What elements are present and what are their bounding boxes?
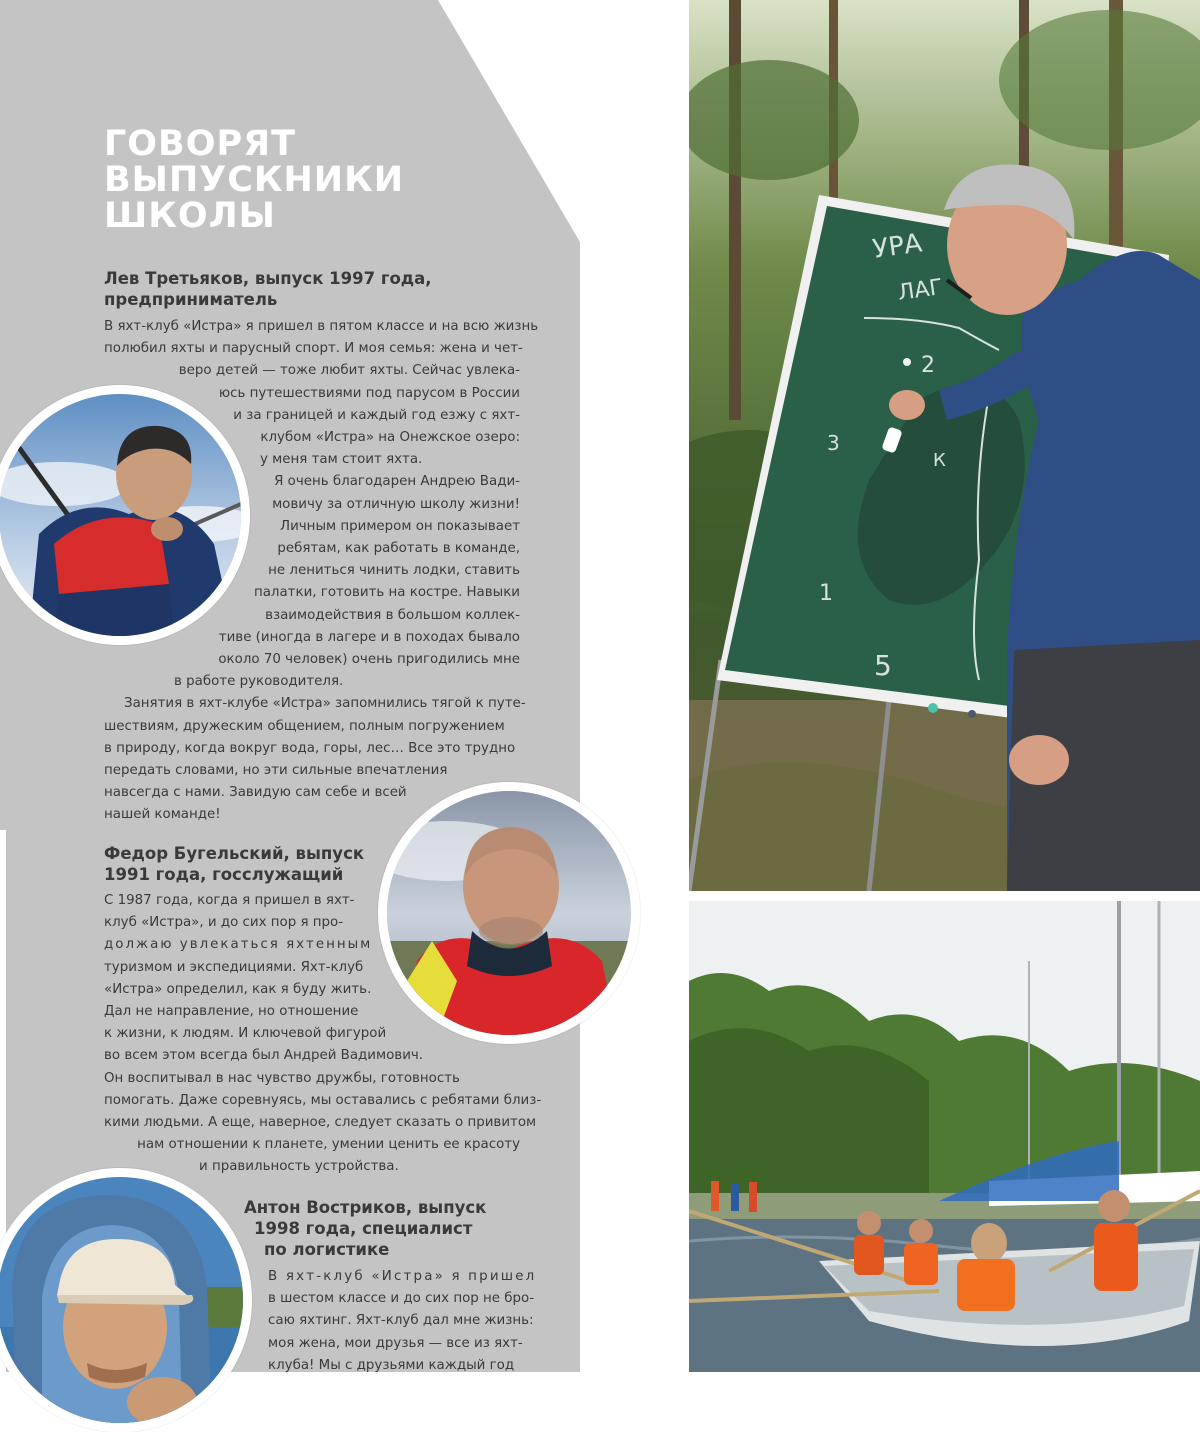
text-line: в природу, когда вокруг вода, горы, лес… Все это трудно (104, 740, 516, 756)
text-line: навсегда с нами. Завидую сам себе и всей (104, 785, 407, 801)
text-line: туризмом и экспедициями. Яхт-клуб (104, 959, 364, 975)
author-line: 1991 года, госслужащий (104, 865, 344, 884)
portrait-lev-image (0, 394, 241, 636)
text-line: Занятия в яхт-клубе «Истра» запомнились тягой к путе- (124, 696, 526, 712)
text-line: тиве (иногда в лагере и в походах бывало (218, 629, 520, 645)
headline-line: ШКОЛЫ (104, 196, 276, 236)
text-line: взаимодействия в большом коллек- (265, 607, 520, 623)
chalk-text-2: ЛАГ (896, 274, 945, 306)
chalkboard-lesson-image (689, 0, 1200, 891)
testimonial-2-author (104, 843, 364, 885)
text-line: Я очень благодарен Андрею Вади- (274, 474, 520, 490)
author-line: предприниматель (104, 290, 278, 309)
chalk-mark: К (933, 450, 946, 471)
text-line: нам отношении к планете, умении ценить ее красоту (137, 1137, 520, 1153)
text-line: веро детей — тоже любит яхты. Сейчас увлека- (178, 363, 520, 379)
text-line: Личным примером он показывает (280, 518, 520, 534)
text-line: полюбил яхты и парусный спорт. И моя семья: жена и чет- (104, 341, 523, 357)
testimonial-3-text (268, 1266, 537, 1377)
text-line: Он воспитывал в нас чувство дружбы, готовность (104, 1070, 460, 1086)
testimonial-3-author (244, 1197, 486, 1260)
text-line: клуб «Истра», и до сих пор я про- (104, 915, 344, 931)
text-line: помогать. Даже соревнуясь, мы оставались с ребятами близ- (104, 1092, 542, 1108)
text-line: Дал не направление, но отношение (104, 1004, 359, 1020)
section-headline (104, 126, 404, 234)
photo-chalkboard-lesson (689, 0, 1200, 891)
text-line: и правильность устройства. (199, 1159, 399, 1175)
author-line: Антон Востриков, выпуск (244, 1198, 487, 1217)
text-line: клуба! Мы с друзьями каждый год (268, 1357, 515, 1373)
portrait-lev-tretyakov (0, 385, 250, 645)
text-line: В яхт-клуб «Истра» я пришел в пятом классе и на всю жизнь (104, 319, 539, 334)
text-line: к жизни, к людям. И ключевой фигурой (104, 1026, 387, 1042)
text-line: шествиям, дружеским общением, полным погружением (104, 718, 505, 734)
chalk-mark: 5 (874, 649, 892, 682)
text-line: и за границей и каждый год езжу с яхт- (233, 407, 520, 423)
chalk-mark: 3 (827, 431, 840, 455)
text-line: клубом «Истра» на Онежское озеро: (260, 430, 520, 446)
chalk-text-1: УРА (870, 228, 924, 265)
text-line: мовичу за отличную школу жизни! (272, 496, 520, 512)
text-line: не лениться чинить лодки, ставить (268, 563, 520, 579)
text-line: в работе руководителя. (174, 674, 344, 690)
text-line: должаю увлекаться яхтенным (104, 937, 373, 953)
text-line: у меня там стоит яхта. (260, 452, 423, 468)
chalk-mark: 2 (921, 353, 935, 378)
chalk-mark: 1 (819, 581, 833, 606)
text-line: нашей команде! (104, 807, 221, 823)
author-line: по логистике (264, 1240, 390, 1259)
text-line: во всем этом всегда был Андрей Вадимович. (104, 1048, 424, 1064)
text-line: юсь путешествиями под парусом в России (218, 385, 520, 401)
headline-line: ВЫПУСКНИКИ (104, 160, 404, 200)
text-line: передать словами, но эти сильные впечатления (104, 763, 448, 779)
text-line: С 1987 года, когда я пришел в яхт- (104, 893, 355, 908)
text-line: В яхт-клуб «Истра» я пришел (268, 1269, 537, 1284)
text-line: около 70 человек) очень пригодились мне (218, 652, 520, 668)
text-line: саю яхтинг. Яхт-клуб дал мне жизнь: (268, 1313, 534, 1329)
testimonial-1-author (104, 268, 432, 310)
text-line: «Истра» определил, как я буду жить. (104, 981, 372, 997)
author-line: Лев Третьяков, выпуск 1997 года, (104, 269, 432, 288)
text-line: кими людьми. А еще, наверное, следует сказать о привитом (104, 1115, 537, 1131)
portrait-fedor-image (387, 791, 631, 1035)
author-line: Федор Бугельский, выпуск (104, 844, 365, 863)
text-line: ребятам, как работать в команде, (277, 541, 520, 557)
portrait-anton-vostrikov (0, 1168, 252, 1432)
photo-rowing-boat (689, 901, 1200, 1372)
portrait-anton-image (0, 1177, 243, 1423)
portrait-fedor-bugelsky (378, 782, 640, 1044)
author-line: 1998 года, специалист (254, 1219, 473, 1238)
rowing-boat-image (689, 901, 1200, 1372)
text-line: моя жена, мои друзья — все из яхт- (268, 1335, 523, 1351)
headline-line: ГОВОРЯТ (104, 124, 296, 164)
text-line: в шестом классе и до сих пор не бро- (268, 1291, 535, 1307)
text-line: палатки, готовить на костре. Навыки (253, 585, 520, 601)
